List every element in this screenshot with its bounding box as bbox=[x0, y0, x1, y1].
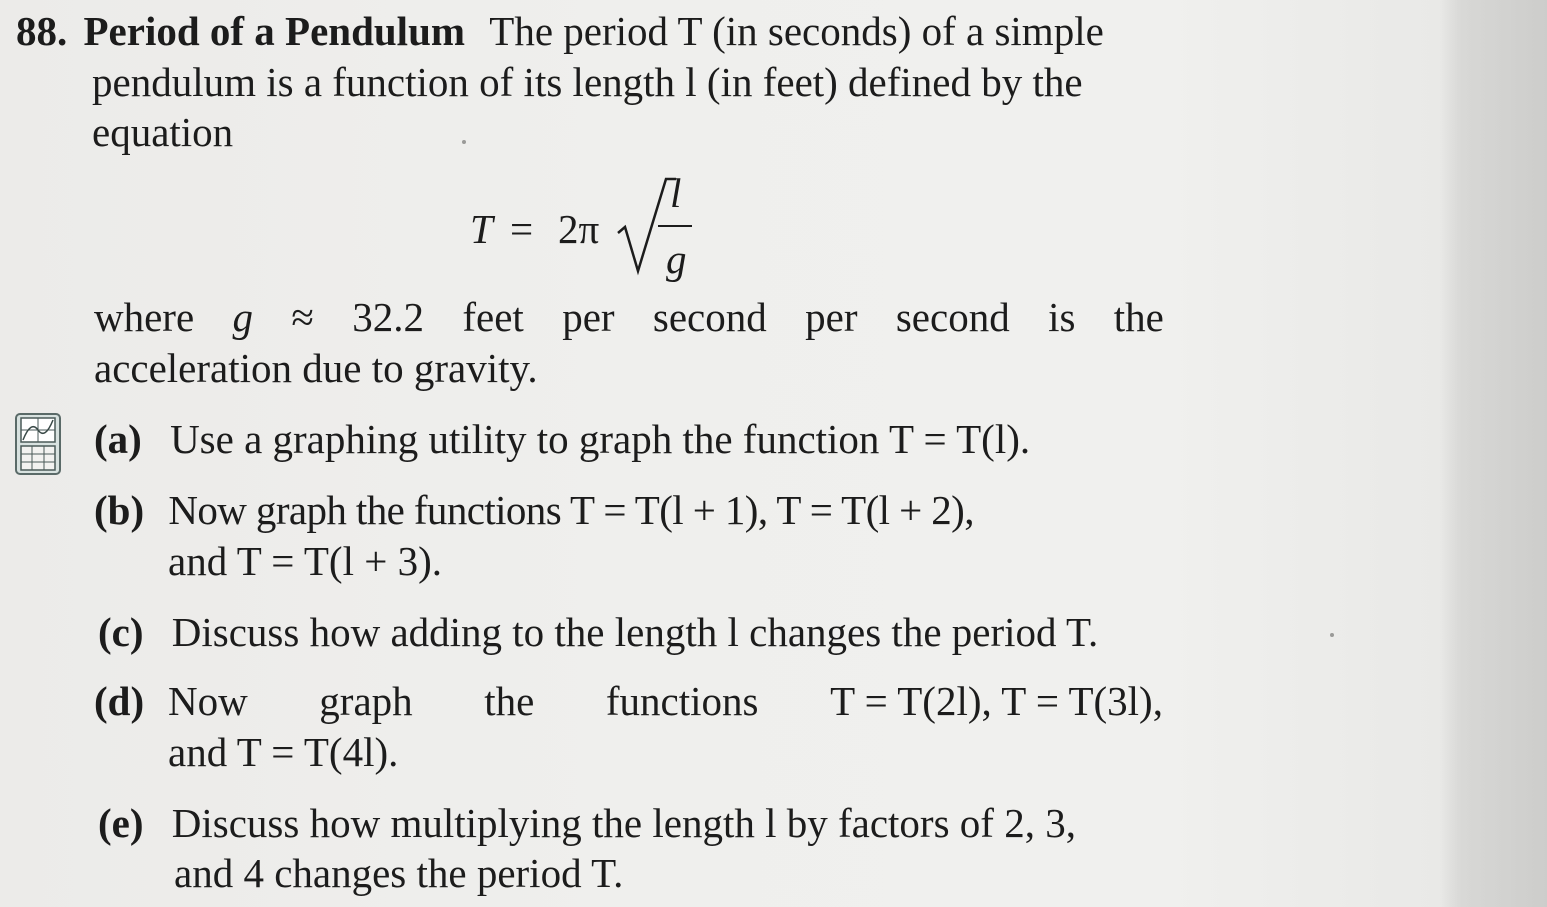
part-a-text: Use a graphing utility to graph the function T = T(l). bbox=[170, 416, 1031, 462]
equation-lhs: T bbox=[470, 206, 493, 252]
where-word: g bbox=[232, 294, 254, 340]
part-d-word: the bbox=[484, 678, 535, 724]
part-d-line1 bbox=[168, 676, 1163, 726]
where-word: second bbox=[652, 294, 767, 340]
part-e bbox=[98, 798, 1076, 848]
part-a bbox=[94, 414, 1030, 464]
part-c bbox=[98, 607, 1098, 657]
where-word: the bbox=[1113, 294, 1164, 340]
part-d-label-row bbox=[94, 676, 144, 726]
where-word: feet bbox=[462, 294, 524, 340]
part-a-label: (a) bbox=[94, 416, 142, 462]
part-d-line2: and T = T(4l). bbox=[168, 729, 399, 775]
graphing-calculator-icon bbox=[14, 412, 62, 476]
equation-denominator: g bbox=[666, 236, 687, 282]
equation-equals: = bbox=[510, 206, 534, 252]
problem-intro-line2: pendulum is a function of its length l (in feet) defined by the bbox=[92, 59, 1083, 105]
where-line2: acceleration due to gravity. bbox=[94, 345, 538, 391]
part-b-line2: and T = T(l + 3). bbox=[168, 538, 443, 584]
part-d-word: graph bbox=[319, 678, 413, 724]
problem-header bbox=[16, 6, 1104, 56]
problem-number: 88. bbox=[16, 8, 68, 54]
part-e-line2: and 4 changes the period T. bbox=[174, 850, 624, 896]
where-word: second bbox=[895, 294, 1010, 340]
paper-speck bbox=[462, 140, 466, 144]
part-b bbox=[94, 485, 974, 535]
paper-speck bbox=[1330, 633, 1334, 637]
problem-title: Period of a Pendulum bbox=[83, 8, 466, 54]
part-e-label: (e) bbox=[98, 800, 144, 846]
fraction-bar bbox=[658, 225, 692, 227]
where-word: 32.2 bbox=[352, 294, 425, 340]
part-d-word: T = T(2l), T = T(3l), bbox=[830, 678, 1163, 724]
equation-numerator: l bbox=[670, 170, 682, 216]
pendulum-equation bbox=[470, 170, 710, 285]
where-word: per bbox=[562, 294, 615, 340]
part-d-word: Now bbox=[168, 678, 248, 724]
part-d-label: (d) bbox=[94, 678, 145, 724]
part-e-line1: Discuss how multiplying the length l by factors of 2, 3, bbox=[171, 800, 1076, 846]
part-b-label: (b) bbox=[94, 487, 145, 533]
part-c-text: Discuss how adding to the length l changes the period T. bbox=[171, 609, 1099, 655]
where-line bbox=[94, 292, 1164, 342]
where-word: per bbox=[805, 294, 858, 340]
part-b-line1: Now graph the functions T = T(l + 1), T = T(l + 2), bbox=[168, 487, 974, 533]
part-c-label: (c) bbox=[98, 609, 144, 655]
page-edge-shadow bbox=[1440, 0, 1547, 907]
problem-intro-line1: The period T (in seconds) of a simple bbox=[489, 8, 1104, 54]
equation-coef: 2π bbox=[558, 206, 600, 252]
where-word: ≈ bbox=[291, 294, 314, 340]
part-d-word: functions bbox=[605, 678, 759, 724]
problem-intro-line3: equation bbox=[92, 109, 234, 155]
where-word: where bbox=[94, 294, 195, 340]
where-word: is bbox=[1048, 294, 1076, 340]
